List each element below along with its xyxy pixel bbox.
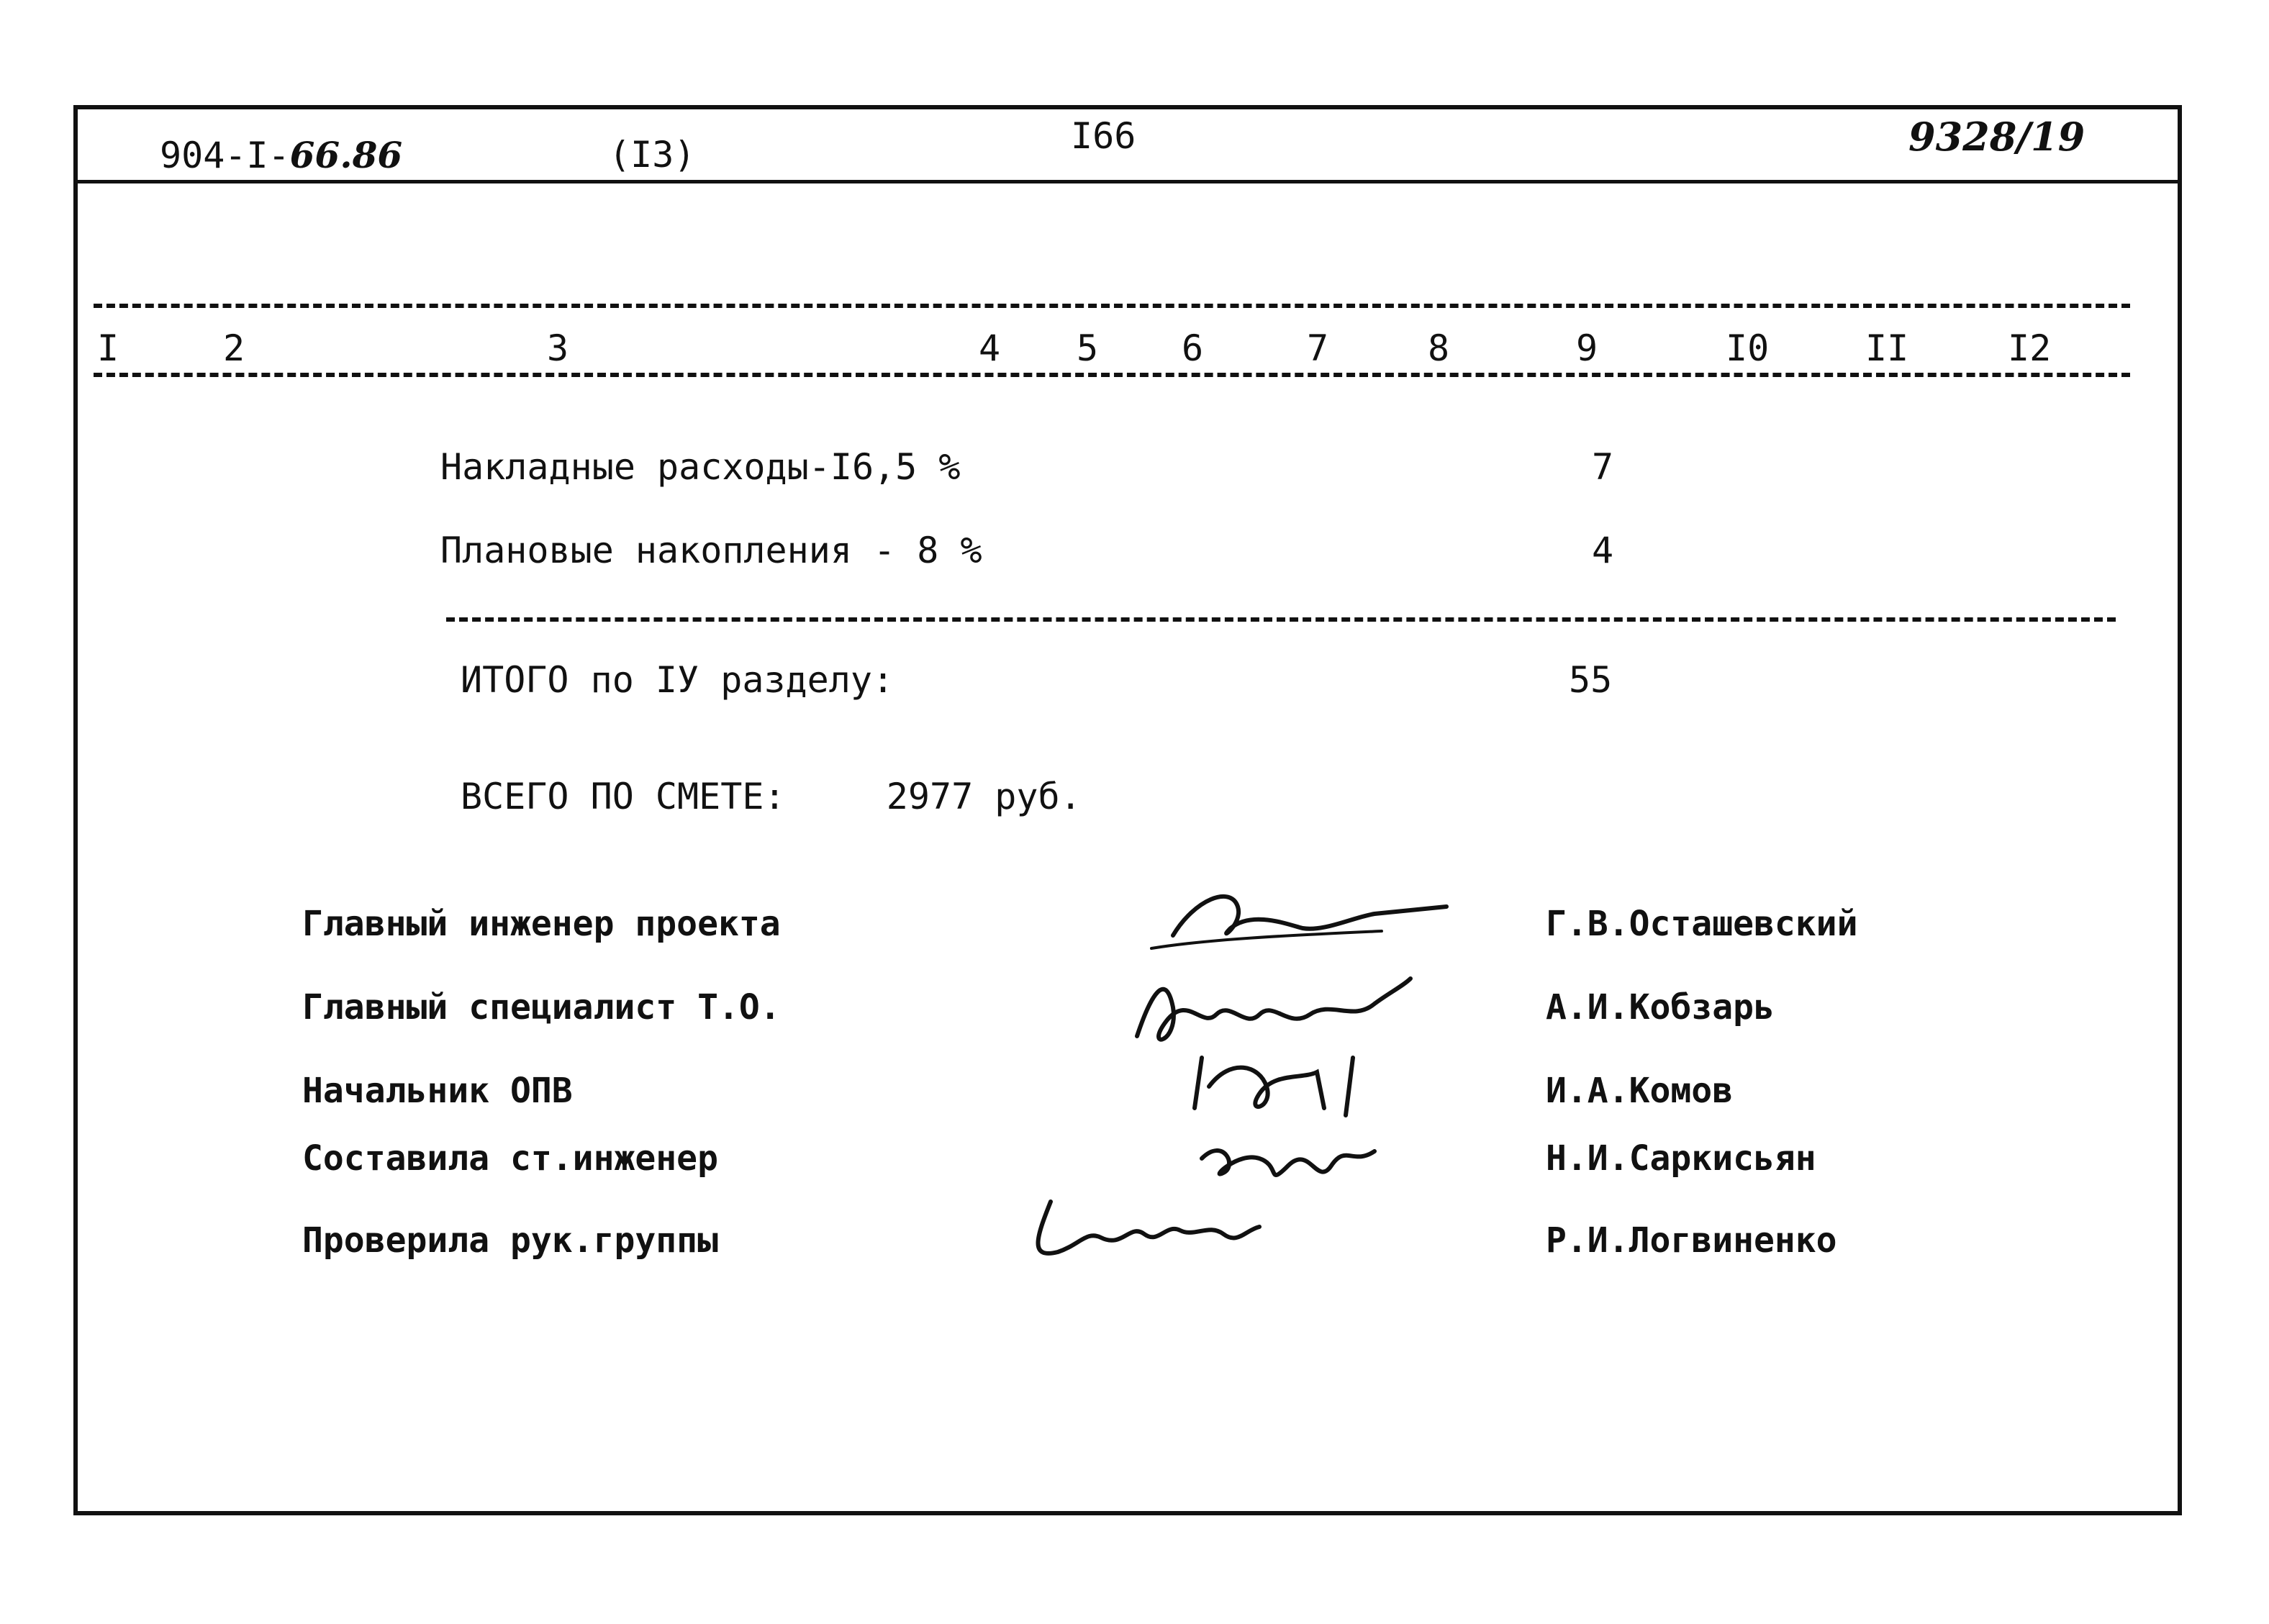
signatory-name: Р.И.Логвиненко	[1546, 1220, 1837, 1261]
signatory-name: Г.В.Осташевский	[1546, 904, 1858, 944]
signatory-role: Начальник ОПВ	[302, 1071, 573, 1111]
document-code	[160, 134, 402, 176]
signatory-role: Главный инженер проекта	[302, 904, 781, 944]
signature-chief-engineer	[1144, 885, 1461, 964]
signature-head-opv	[1180, 1043, 1396, 1122]
archive-number: 9328/19	[1908, 114, 2085, 160]
document-frame	[73, 105, 2182, 1515]
column-number: I0	[1726, 327, 1770, 369]
dashed-rule-before-total	[446, 617, 2116, 622]
column-number: 6	[1182, 327, 1204, 369]
document-code-handwritten: 66.86	[289, 134, 403, 176]
signatory-role: Составила ст.инженер	[302, 1138, 718, 1179]
column-number: 7	[1307, 327, 1329, 369]
column-number: 2	[223, 327, 245, 369]
column-number: 3	[547, 327, 569, 369]
overhead-label: Накладные расходы-I6,5 %	[440, 446, 961, 488]
dashed-rule-under-columns	[94, 373, 2130, 377]
signatory-name: Н.И.Саркисьян	[1546, 1138, 1816, 1179]
column-number: 9	[1576, 327, 1598, 369]
signatory-name: И.А.Комов	[1546, 1071, 1734, 1111]
section-total-label: ИТОГО по IУ разделу:	[461, 659, 895, 701]
section-total-value: 55	[1569, 659, 1613, 701]
dashed-rule-top	[94, 304, 2130, 308]
column-number: 8	[1428, 327, 1450, 369]
grand-total	[461, 776, 1082, 817]
signatory-name: А.И.Кобзарь	[1546, 987, 1775, 1028]
header-divider	[73, 180, 2182, 183]
column-number: II	[1865, 327, 1909, 369]
grand-total-unit: руб.	[995, 776, 1082, 817]
section-number: (I3)	[609, 134, 696, 176]
grand-total-amount: 2977	[886, 776, 974, 817]
grand-total-label: ВСЕГО ПО СМЕТЕ:	[461, 776, 786, 817]
signatory-role: Проверила рук.группы	[302, 1220, 718, 1261]
signature-checker	[1022, 1194, 1267, 1274]
column-number: 5	[1077, 327, 1099, 369]
planned-savings-label: Плановые накопления - 8 %	[440, 530, 982, 571]
column-number: I	[97, 327, 119, 369]
column-number: I2	[2008, 327, 2052, 369]
signatory-role: Главный специалист Т.О.	[302, 987, 781, 1028]
planned-savings-value: 4	[1592, 530, 1614, 571]
page-number: I66	[1071, 115, 1136, 157]
signature-compiler	[1195, 1122, 1382, 1202]
document-code-printed: 904-I-	[160, 135, 290, 176]
column-number: 4	[979, 327, 1001, 369]
overhead-value: 7	[1592, 446, 1614, 488]
